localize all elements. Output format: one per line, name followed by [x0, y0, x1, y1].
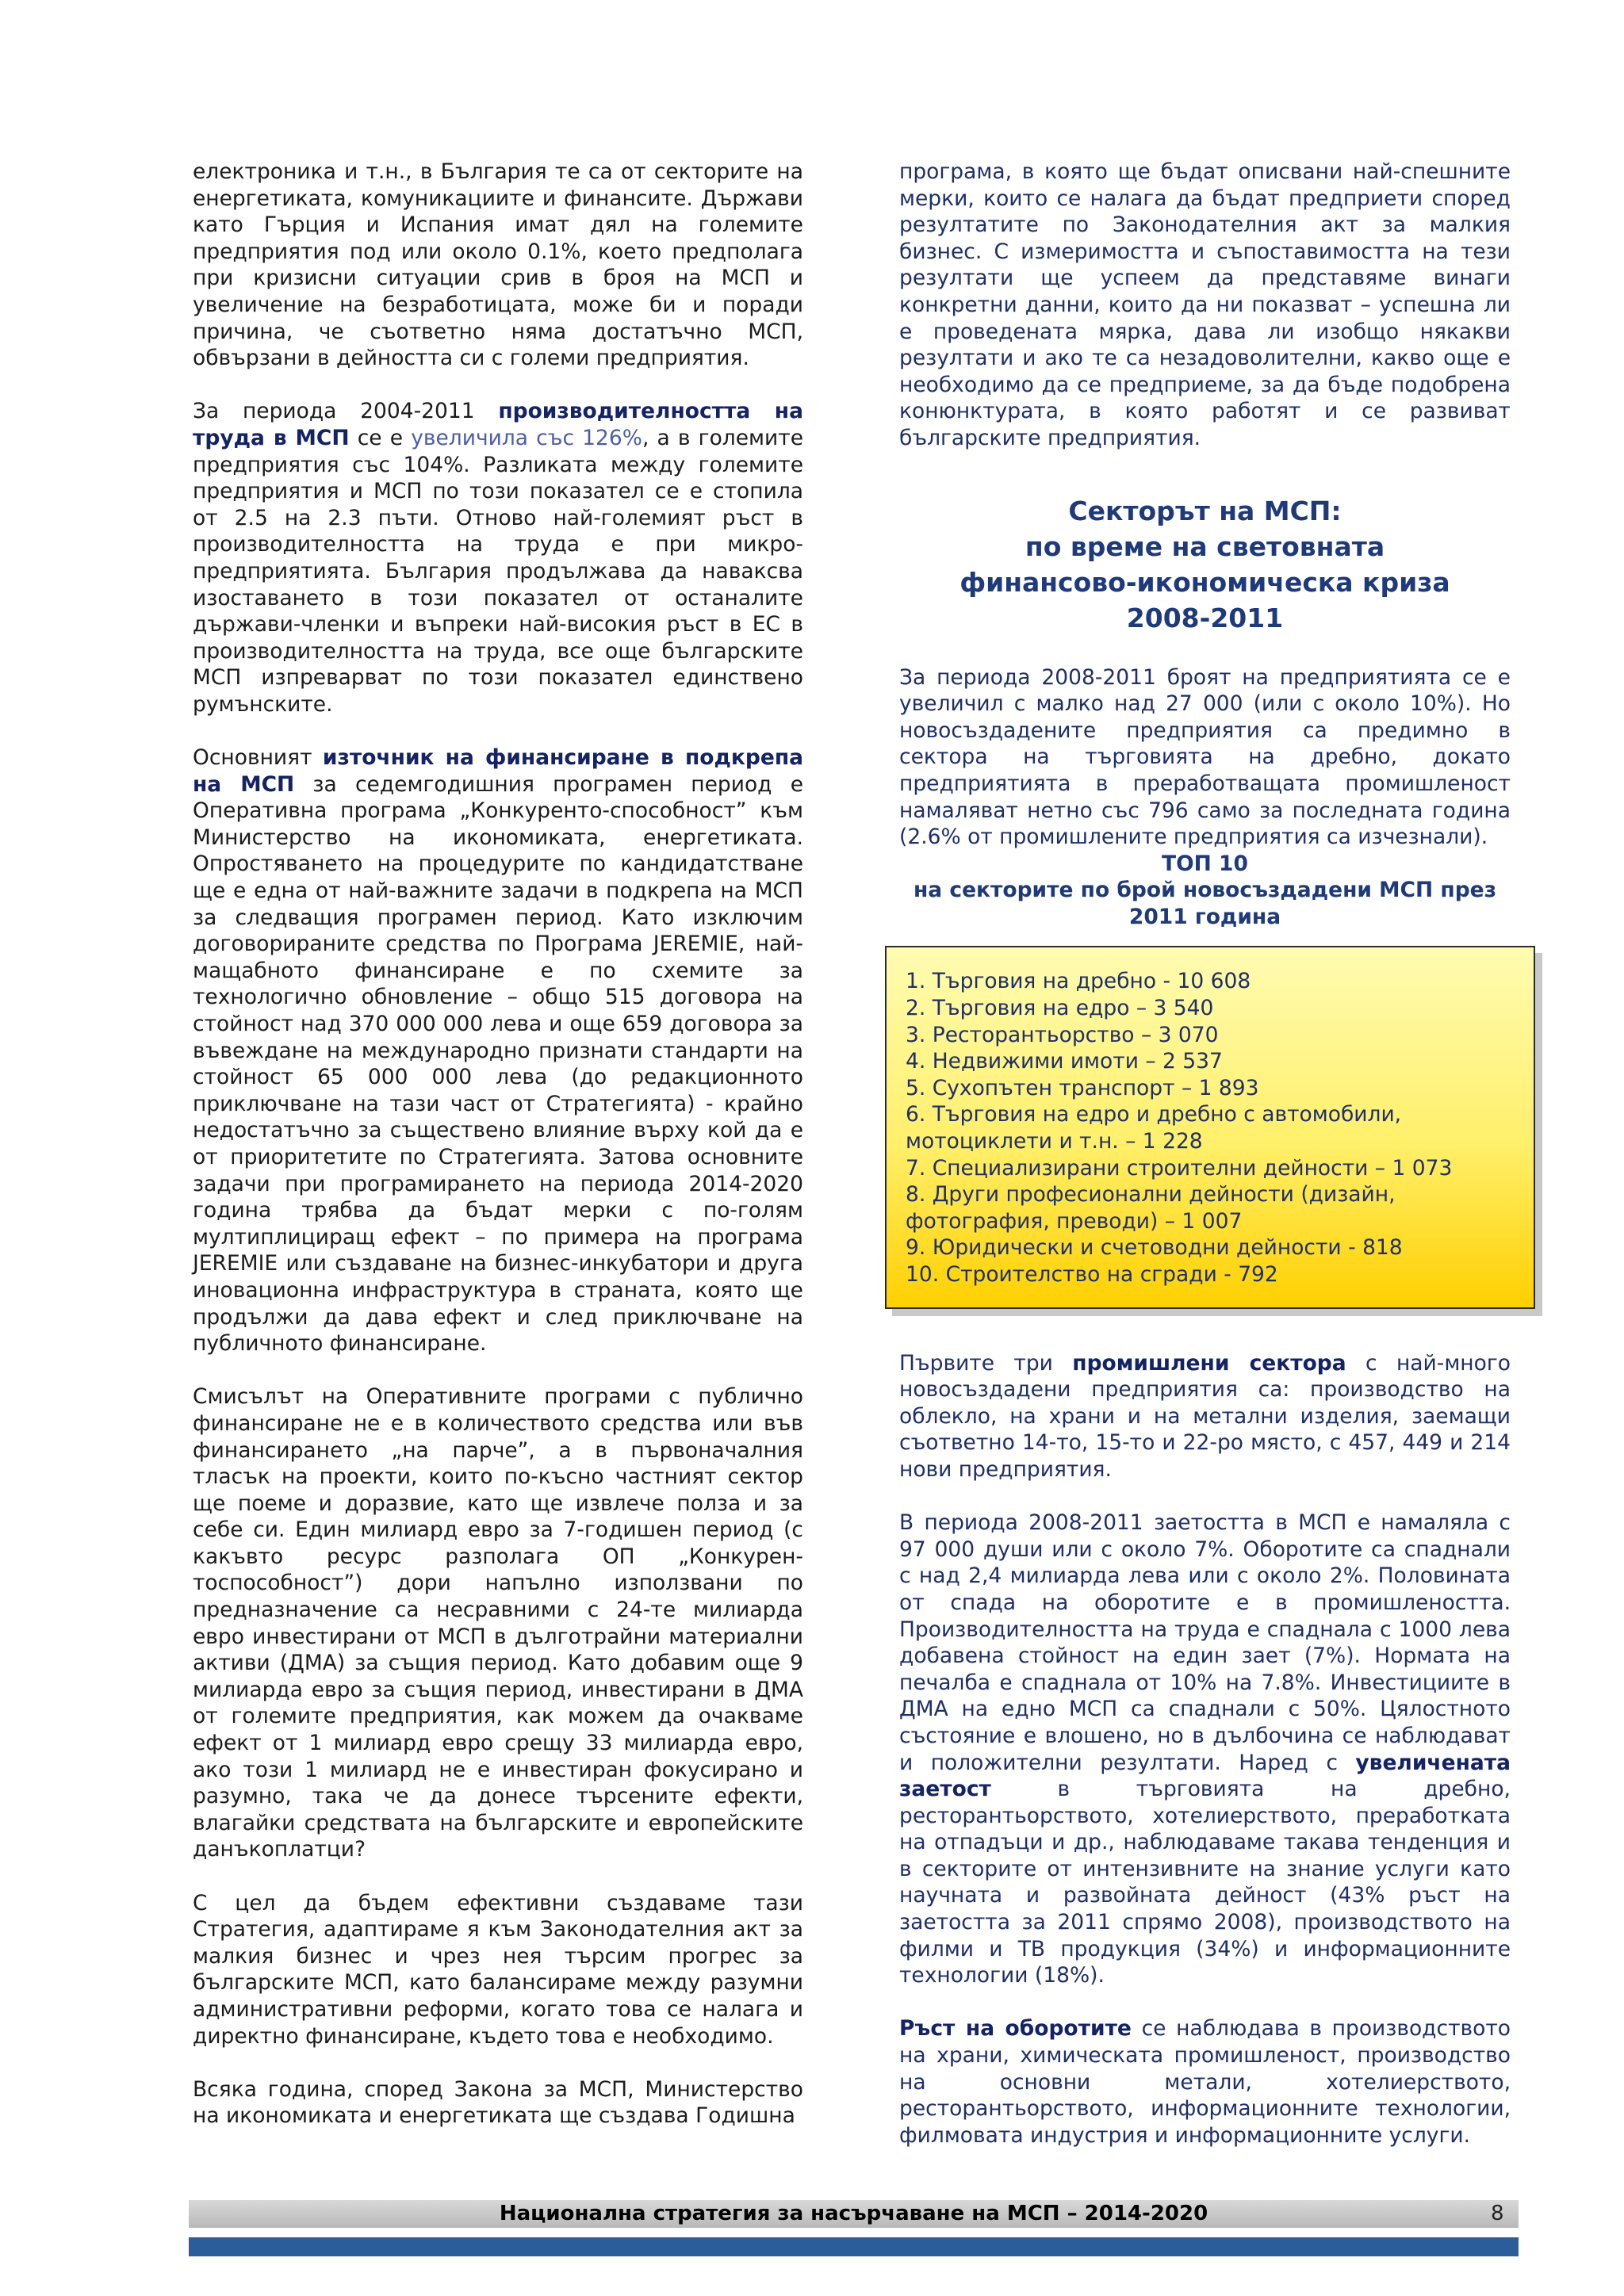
list-item: 10. Строителство на сгради - 792 [906, 1262, 1278, 1287]
paragraph: За периода 2008-2011 броят на предприятията се е увеличил с малко над 27 000 (или с около 10%). Но новосъздадените предприятия са предимно в сектора на търговията на дребно, докато предприятията в преработващата промишленост намаляват нетно със 796 само за последната година (2.6% от промишлените предприятия са изчезнали). [899, 664, 1511, 850]
page-number: 8 [1491, 2202, 1504, 2225]
emphasis-text: Ръст на оборотите [899, 2016, 1132, 2042]
paragraph: Смисълът на Оперативните програми с публично финансиране не е в количеството средства или във финансирането „на парче”, а в първоначалния тласък на проекти, които по-късно частният сектор ще поеме и доразвие, като ще извлече полза и за себе си. Един милиард евро за 7-годишен период (с какъвто ресурс разполага ОП „Конкурен-тоспособност”) дори напълно използвани по предназначение са несравними с 24-те милиарда евро инвестирани от МСП в дълготрайни материални активи (ДМА) за същия период. Като добавим още 9 милиарда евро за същия период, инвестирани в ДМА от големите предприятия, как можем да очакваме ефект от 1 милиард евро срещу 33 милиарда евро, ако този 1 милиард не е инвестиран фокусирано и разумно, така че да донесе търсените ефекти, влагайки средствата на българските и европейските данъкоплатци? [193, 1384, 803, 1862]
list-item: 7. Специализирани строителни дейности – 1 073 [906, 1155, 1453, 1181]
section-title-line: финансово-икономическа криза [959, 566, 1450, 598]
text-run: Основният [193, 745, 323, 771]
paragraph: електроника и т.н., в България те са от секторите на енергетиката, комуникациите и финансите. Държави като Гърция и Испания имат дял на големите предприятия под или около 0.1%, което предполага при кризисни ситуации срив в броя на МСП и увеличение на безработицата, може би и поради причина, че съответно няма достатъчно МСП, обвързани в дейността си с големи предприятия. [193, 159, 803, 371]
paragraph [193, 744, 803, 1357]
emphasis-text: източник на финансиране в подкрепа на МСП [193, 745, 804, 797]
list-item: 4. Недвижими имоти – 2 537 [906, 1049, 1223, 1074]
top10-heading-line: на секторите по брой новосъздадени МСП през [913, 878, 1497, 903]
text-run: се наблюдава в производството на храни, химическата промишленост, производство на основни метали, хотелиерството, ресторантьорството, информационните технологии, филмовата индустрия и информационните услуги. [899, 2016, 1511, 2148]
top10-list [906, 968, 1515, 1288]
footer-accent-bar [189, 2237, 1519, 2256]
section-title-line: по време на световната [1025, 530, 1385, 562]
text-run: се е [349, 425, 412, 450]
text-run: За периода 2004-2011 [193, 399, 499, 424]
highlighted-text: увеличила със 126% [411, 425, 642, 450]
top10-heading-line: ТОП 10 [1162, 851, 1248, 876]
paragraph [193, 398, 803, 718]
section-title-line: 2008-2011 [1126, 602, 1284, 633]
list-item: 8. Други професионални дейности (дизайн, фотография, преводи) – 1 007 [906, 1182, 1396, 1234]
emphasis-text: увеличената заетост [899, 1750, 1511, 1802]
list-item: 5. Сухопътен транспорт – 1 893 [906, 1075, 1259, 1100]
list-item: 6. Търговия на едро и дребно с автомобили, мотоциклети и т.н. – 1 228 [906, 1102, 1402, 1154]
top10-heading-line: 2011 година [1128, 904, 1281, 929]
text-run: Първите три [899, 1350, 1073, 1376]
paragraph [899, 1510, 1511, 1989]
section-title-line: Секторът на МСП: [1068, 495, 1342, 526]
right-column [899, 159, 1511, 2175]
text-run: в търговията на дребно, ресторантьорството, хотелиерството, преработката на отпадъци и др., наблюдаваме такава тенденция и в секторите от интензивните на знание услуги като научната и развойната дейност (43% ръст на заетостта за 2011 спрямо 2008), производството на филми и ТВ продукция (34%) и информационните технологии (18%). [899, 1777, 1511, 1988]
list-item: 2. Търговия на едро – 3 540 [906, 996, 1214, 1021]
text-run: В периода 2008-2011 заетостта в МСП е намаляла с 97 000 души или с около 7%. Оборотите са спаднали с над 2,4 милиарда лева или с около 2%. Половината от спада на оборотите е в промишлеността. Производителността на труда е спаднала с 1000 лева добавена стойност на един зает (7%). Нормата на печалба е спаднала от 10% на 7.8%. Инвестициите в ДМА на едно МСП са спаднали с 50%. Цялостното състояние е влошено, но в дълбочина се наблюдават и положителни резултати. Наред с [899, 1510, 1511, 1775]
left-column [193, 159, 803, 2156]
section-title [899, 493, 1511, 636]
top10-box [885, 946, 1535, 1308]
emphasis-text: производителността на труда в МСП [193, 399, 803, 450]
list-item: 9. Юридически и счетоводни дейности - 818 [906, 1235, 1403, 1261]
list-item: 3. Ресторантьорство – 3 070 [906, 1022, 1219, 1047]
paragraph: програма, в която ще бъдат описвани най-спешните мерки, които се налага да бъдат предприети според резултатите по Законодателния акт за малкия бизнес. С измеримостта и съпоставимостта на тези резултати ще успеем да представяме винаги конкретни данни, които да ни показват – успешна ли е проведената мярка, дава ли изобщо някакви резултати и ако те са незадоволителни, какво още е необходимо да се предприеме, за да бъде подобрена конюнктурата, в която работят и се развиват българските предприятия. [899, 159, 1511, 450]
paragraph [899, 1350, 1511, 1483]
paragraph: С цел да бъдем ефективни създаваме тази Стратегия, адаптираме я към Законодателния акт за малкия бизнес и чрез нея търсим прогрес за българските МСП, като балансираме между разумни административни реформи, когато това се налага и директно финансиране, където това е необходимо. [193, 1890, 803, 2049]
text-run: с най-много новосъздадени предприятия са: производство на облекло, на храни и на метални изделия, заемащи съответно 14-то, 15-то и 22-ро място, с 457, 449 и 214 нови предприятия. [899, 1350, 1511, 1482]
paragraph: Всяка година, според Закона за МСП, Министерство на икономиката и енергетиката ще създава Годишна [193, 2076, 803, 2129]
footer-title: Национална стратегия за насърчаване на МСП – 2014-2020 [499, 2202, 1208, 2225]
emphasis-text: промишлени сектора [1072, 1350, 1346, 1376]
top10-heading [899, 851, 1511, 931]
text-run: , а в големите предприятия със 104%. Разликата между големите предприятия и МСП по този показател се е стопила от 2.5 на 2.3 пъти. Отново най-големият ръст в производителността на труда е при микро-предприятията. България продължава да наваксва изоставането в този показател от останалите държави-членки и въпреки най-високия ръст в ЕС в производителността на труда, все още българските МСП изпреварват по този показател единствено румънските. [193, 425, 803, 717]
text-run: за седемгодишния програмен период е Оперативна програма „Конкуренто-способност” към Министерство на икономиката, енергетиката. Опростяването на процедурите по кандидатстване ще е една от най-важните задачи в подкрепа на МСП за следващия програмен период. Като изключим договорираните средства по Програма JEREMIE, най-мащабното финансиране е по схемите за технологично обновление – общо 515 договора на стойност над 370 000 000 лева и още 659 договора за въвеждане на международно признати стандарти на стойност 65 000 000 лева (до редакционното приключване на тази част от Стратегията) - крайно недостатъчно за съществено влияние върху кой да е от приоритетите по Стратегията. Затова основните задачи при програмирането на периода 2014-2020 година трябва да бъдат мерки с по-голям мултиплициращ ефект – по примера на програма JEREMIE или създаване на бизнес-инкубатори и друга иновационна инфраструктура в страната, която ще продължи да дава ефект и след приключване на публичното финансиране. [193, 771, 803, 1357]
list-item: 1. Търговия на дребно - 10 608 [906, 969, 1251, 994]
paragraph [899, 2015, 1511, 2149]
